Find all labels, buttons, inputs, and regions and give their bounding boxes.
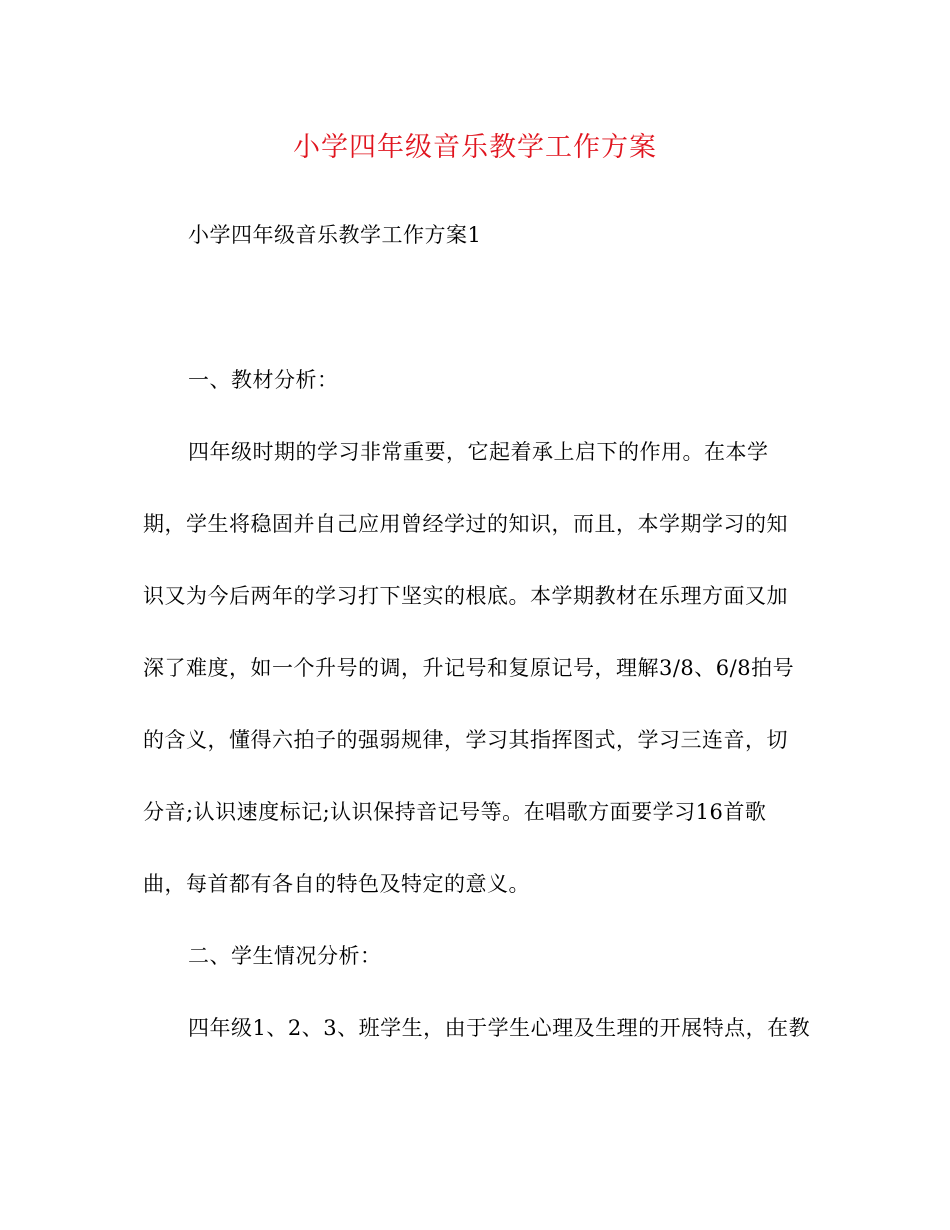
paragraph-line: 识又为今后两年的学习打下坚实的根底。本学期教材在乐理方面又加	[143, 584, 788, 608]
paragraph-line: 深了难度，如一个升号的调，升记号和复原记号，理解3/8、6/8拍号	[143, 656, 795, 680]
paragraph-line: 曲，每首都有各自的特色及特定的意义。	[143, 872, 530, 896]
paragraph-line: 四年级1、2、3、班学生，由于学生心理及生理的开展特点，在教	[188, 1016, 811, 1040]
paragraph-line: 四年级时期的学习非常重要，它起着承上启下的作用。在本学	[188, 440, 769, 464]
paragraph-line: 期，学生将稳固并自己应用曾经学过的知识，而且，本学期学习的知	[143, 512, 788, 536]
paragraph-line: 的含义，懂得六拍子的强弱规律，学习其指挥图式，学习三连音，切	[143, 728, 788, 752]
paragraph-line: 分音;认识速度标记;认识保持音记号等。在唱歌方面要学习16首歌	[143, 800, 767, 824]
document-subtitle: 小学四年级音乐教学工作方案1	[188, 223, 482, 247]
section-heading-textbook-analysis: 一、教材分析：	[188, 368, 339, 392]
document-title: 小学四年级音乐教学工作方案	[293, 132, 657, 163]
section-heading-student-analysis: 二、学生情况分析：	[188, 944, 382, 968]
